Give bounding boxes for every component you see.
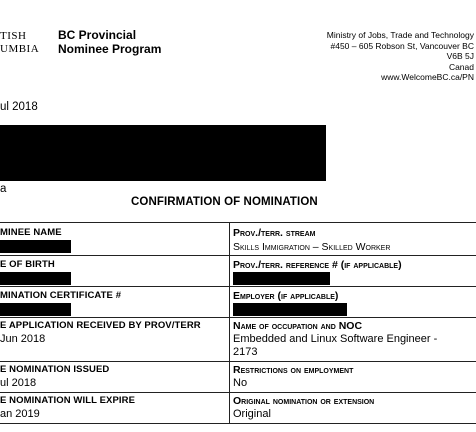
- restrictions-label: Restrictions on employment: [233, 364, 354, 376]
- table-rule: [0, 222, 476, 223]
- ministry-name: Ministry of Jobs, Trade and Technology: [326, 30, 474, 40]
- redaction-block: [0, 125, 326, 181]
- employer-label: Employer (if applicable): [233, 290, 339, 302]
- issued-value: ul 2018: [0, 377, 37, 389]
- logo-line-2: UMBIA: [0, 43, 40, 55]
- letter-date: ul 2018: [0, 101, 38, 113]
- expiry-label: E NOMINATION WILL EXPIRE: [0, 395, 136, 406]
- reference-redaction: [233, 272, 330, 285]
- nomination-table: [0, 222, 476, 424]
- expiry-value: an 2019: [0, 408, 40, 420]
- ministry-country: Canad: [448, 61, 474, 72]
- table-rule: [0, 286, 476, 287]
- issued-label: E NOMINATION ISSUED: [0, 364, 110, 375]
- ministry-address: [327, 30, 474, 83]
- ministry-website: www.WelcomeBC.ca/PN: [381, 72, 474, 82]
- table-rule: [0, 423, 476, 424]
- birth-date-label: E OF BIRTH: [0, 259, 55, 270]
- restrictions-value: No: [233, 377, 248, 389]
- bc-logo-text: [0, 30, 39, 56]
- nominee-name-redaction: [0, 240, 71, 253]
- birth-date-redaction: [0, 272, 71, 285]
- received-label: E APPLICATION RECEIVED BY PROV/TERR: [0, 320, 201, 331]
- occupation-label: Name of occupation and NOC: [233, 320, 363, 332]
- employer-redaction: [233, 303, 347, 316]
- nominee-name-label: MINEE NAME: [0, 227, 62, 238]
- certificate-label: MINATION CERTIFICATE #: [0, 290, 122, 301]
- logo-line-1: TISH: [0, 30, 27, 42]
- address-tail: a: [0, 183, 7, 195]
- nomination-type-label: Original nomination or extension: [233, 395, 375, 407]
- occupation-value-line-2: 2173: [233, 346, 258, 358]
- table-rule: [0, 392, 476, 393]
- received-value: Jun 2018: [0, 333, 46, 345]
- table-rule: [0, 255, 476, 256]
- stream-label: Prov./terr. stream: [233, 227, 316, 239]
- document-title: CONFIRMATION OF NOMINATION: [131, 196, 318, 208]
- table-rule: [0, 361, 476, 362]
- program-name: [58, 28, 161, 56]
- occupation-value-line-1: Embedded and Linux Software Engineer -: [233, 333, 438, 345]
- program-line-1: BC Provincial: [58, 28, 137, 42]
- ministry-postal: V6B 5J: [446, 51, 474, 61]
- certificate-redaction: [0, 303, 71, 316]
- table-divider: [229, 222, 230, 424]
- ministry-street: #450 – 605 Robson St, Vancouver BC: [330, 40, 474, 51]
- table-rule: [0, 317, 476, 318]
- stream-value: Skills Immigration – Skilled Worker: [233, 241, 391, 253]
- program-line-2: Nominee Program: [58, 42, 162, 56]
- nomination-type-value: Original: [233, 408, 271, 420]
- reference-label: Prov./terr. reference # (if applicable): [233, 259, 402, 271]
